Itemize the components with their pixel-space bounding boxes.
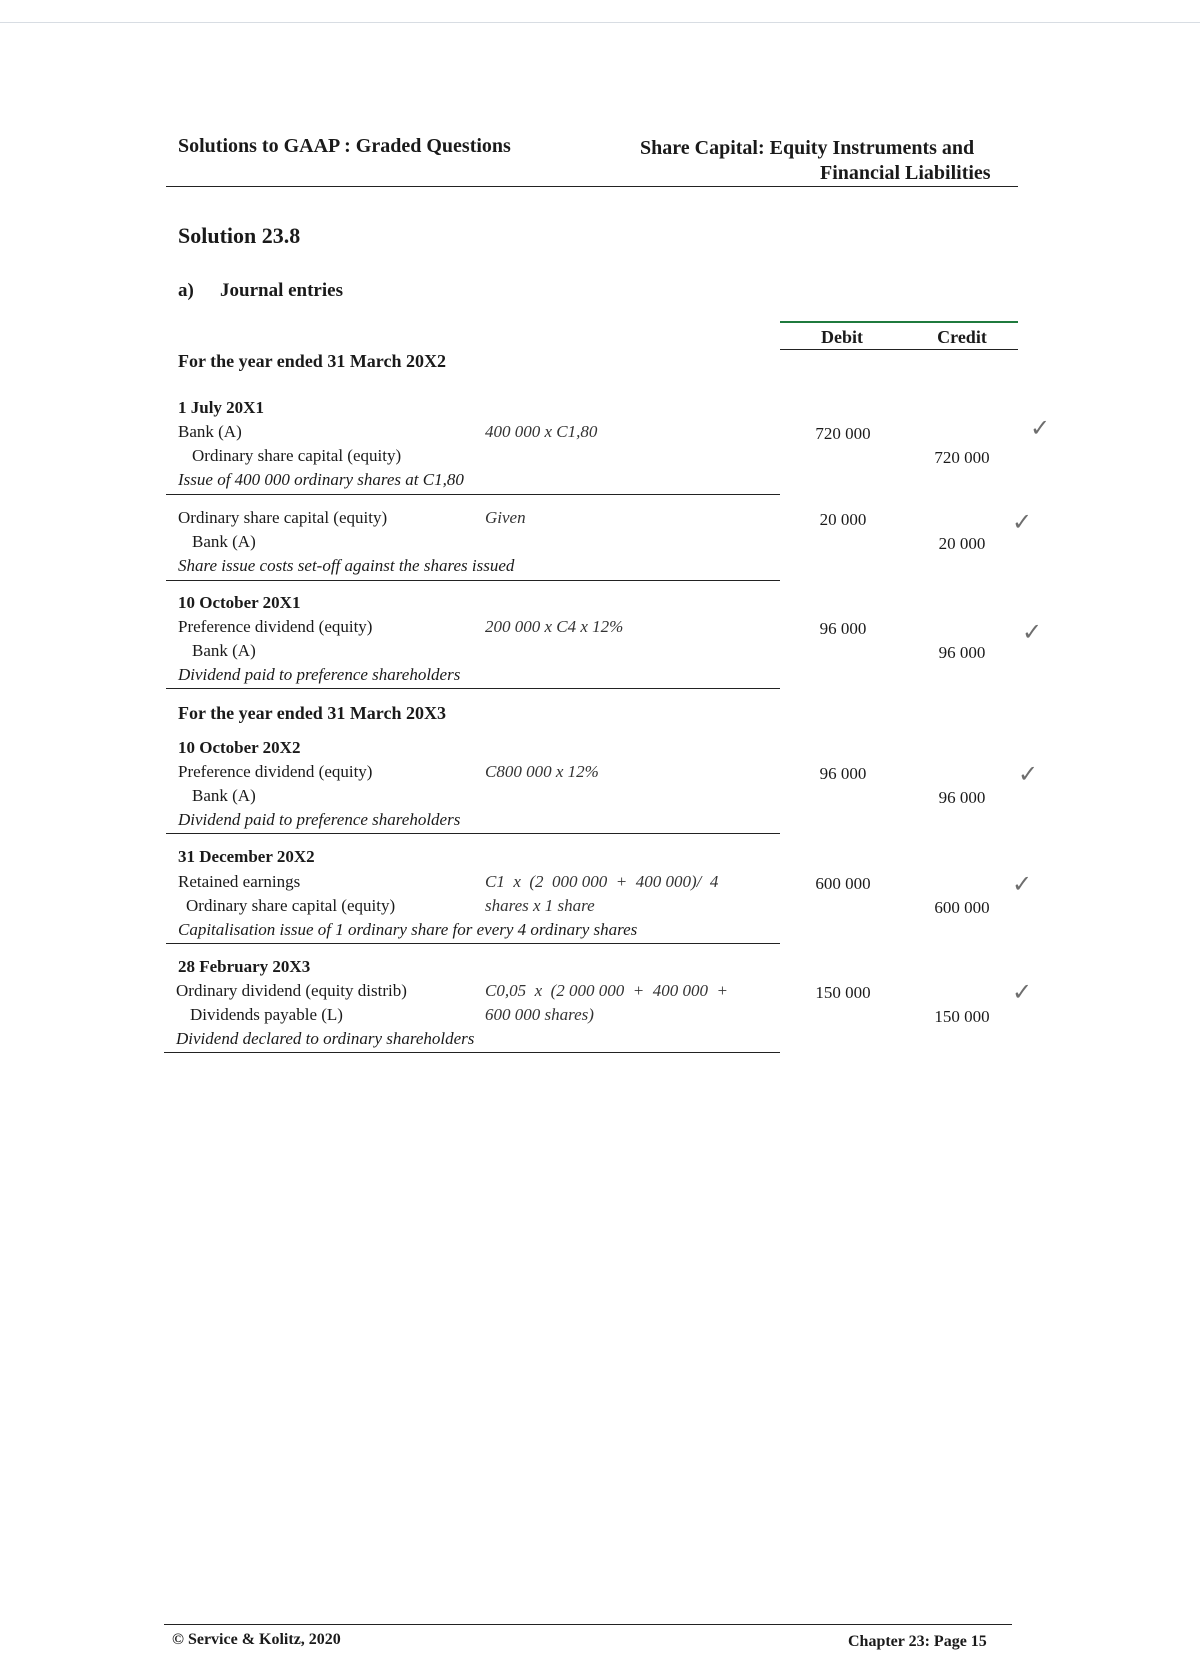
entry-debit-amount: 720 000 xyxy=(815,424,871,443)
entry-debit-account: Bank (A) xyxy=(178,422,242,441)
entry-date: 28 February 20X3 xyxy=(178,957,311,976)
entry-debit-amount: 20 000 xyxy=(819,510,867,529)
check-mark: ✓ xyxy=(1012,978,1033,1006)
entry-narration: Dividend paid to preference shareholders xyxy=(178,810,461,829)
header-rule xyxy=(166,186,1018,187)
entry-rule xyxy=(166,833,780,834)
entry-credit-amount: 96 000 xyxy=(938,788,986,807)
entry-rule xyxy=(166,580,780,581)
column-header-bottom-rule xyxy=(780,349,1018,350)
entry-debit-amount: 600 000 xyxy=(815,874,871,893)
entry-credit-account: Bank (A) xyxy=(192,641,256,660)
check-mark: ✓ xyxy=(1018,760,1039,788)
entry-calculation: Given xyxy=(485,508,526,527)
entry-debit-account: Ordinary dividend (equity distrib) xyxy=(176,981,407,1000)
entry-calculation: C800 000 x 12% xyxy=(485,762,599,781)
entry-debit-amount: 96 000 xyxy=(819,619,867,638)
entry-rule xyxy=(166,688,780,689)
entry-calculation: C0,05 x (2 000 000 + 400 000 + xyxy=(485,981,728,1000)
scan-edge-line xyxy=(0,22,1200,23)
entry-credit-amount: 96 000 xyxy=(938,643,986,662)
check-mark: ✓ xyxy=(1012,870,1033,898)
footer-right: Chapter 23: Page 15 xyxy=(848,1633,987,1650)
entry-date: 31 December 20X2 xyxy=(178,847,315,866)
entry-debit-account: Ordinary share capital (equity) xyxy=(178,508,388,527)
entry-calculation: 400 000 x C1,80 xyxy=(485,422,598,441)
header-left: Solutions to GAAP : Graded Questions xyxy=(178,135,511,157)
entry-date: 1 July 20X1 xyxy=(178,398,264,417)
entry-credit-account: Bank (A) xyxy=(192,532,256,551)
entry-credit-account: Bank (A) xyxy=(192,786,256,805)
entry-debit-amount: 150 000 xyxy=(815,983,871,1002)
debit-column-header: Debit xyxy=(821,327,863,347)
entry-calculation: C1 x (2 000 000 + 400 000)/ 4 xyxy=(485,872,719,891)
entry-rule xyxy=(166,494,780,495)
entry-narration: Capitalisation issue of 1 ordinary share for every 4 ordinary shares xyxy=(178,920,638,939)
footer-left: © Service & Kolitz, 2020 xyxy=(172,1631,341,1648)
section-title: Journal entries xyxy=(220,280,343,301)
check-mark: ✓ xyxy=(1030,414,1051,442)
entry-credit-amount: 600 000 xyxy=(934,898,990,917)
period-heading: For the year ended 31 March 20X2 xyxy=(178,351,446,371)
entry-calculation-cont: shares x 1 share xyxy=(485,896,595,915)
period-heading: For the year ended 31 March 20X3 xyxy=(178,703,446,723)
entry-calculation: 200 000 x C4 x 12% xyxy=(485,617,624,636)
entry-debit-account: Preference dividend (equity) xyxy=(178,762,373,781)
entry-credit-amount: 720 000 xyxy=(934,448,990,467)
entry-credit-amount: 150 000 xyxy=(934,1007,990,1026)
entry-narration: Issue of 400 000 ordinary shares at C1,80 xyxy=(178,470,464,489)
entry-credit-account: Ordinary share capital (equity) xyxy=(192,446,402,465)
check-mark: ✓ xyxy=(1022,618,1043,646)
entry-date: 10 October 20X2 xyxy=(178,738,301,757)
entry-debit-amount: 96 000 xyxy=(819,764,867,783)
entry-credit-account: Ordinary share capital (equity) xyxy=(186,896,396,915)
section-label: a) xyxy=(178,280,194,301)
solution-title: Solution 23.8 xyxy=(178,223,301,248)
entry-calculation-cont: 600 000 shares) xyxy=(485,1005,594,1024)
column-header-top-rule xyxy=(780,321,1018,323)
entry-narration: Dividend declared to ordinary shareholders xyxy=(176,1029,475,1048)
entry-narration: Dividend paid to preference shareholders xyxy=(178,665,461,684)
entry-narration: Share issue costs set-off against the shares issued xyxy=(178,556,515,575)
footer-rule xyxy=(164,1624,1012,1625)
header-right-line1: Share Capital: Equity Instruments and xyxy=(640,137,975,159)
entry-credit-account: Dividends payable (L) xyxy=(190,1005,343,1024)
check-mark: ✓ xyxy=(1012,508,1033,536)
credit-column-header: Credit xyxy=(937,327,987,347)
entry-debit-account: Retained earnings xyxy=(178,872,301,891)
entry-debit-account: Preference dividend (equity) xyxy=(178,617,373,636)
entry-date: 10 October 20X1 xyxy=(178,593,301,612)
entry-rule xyxy=(166,943,780,944)
entry-credit-amount: 20 000 xyxy=(938,534,986,553)
entry-rule xyxy=(164,1052,780,1053)
header-right-line2: Financial Liabilities xyxy=(820,162,991,184)
